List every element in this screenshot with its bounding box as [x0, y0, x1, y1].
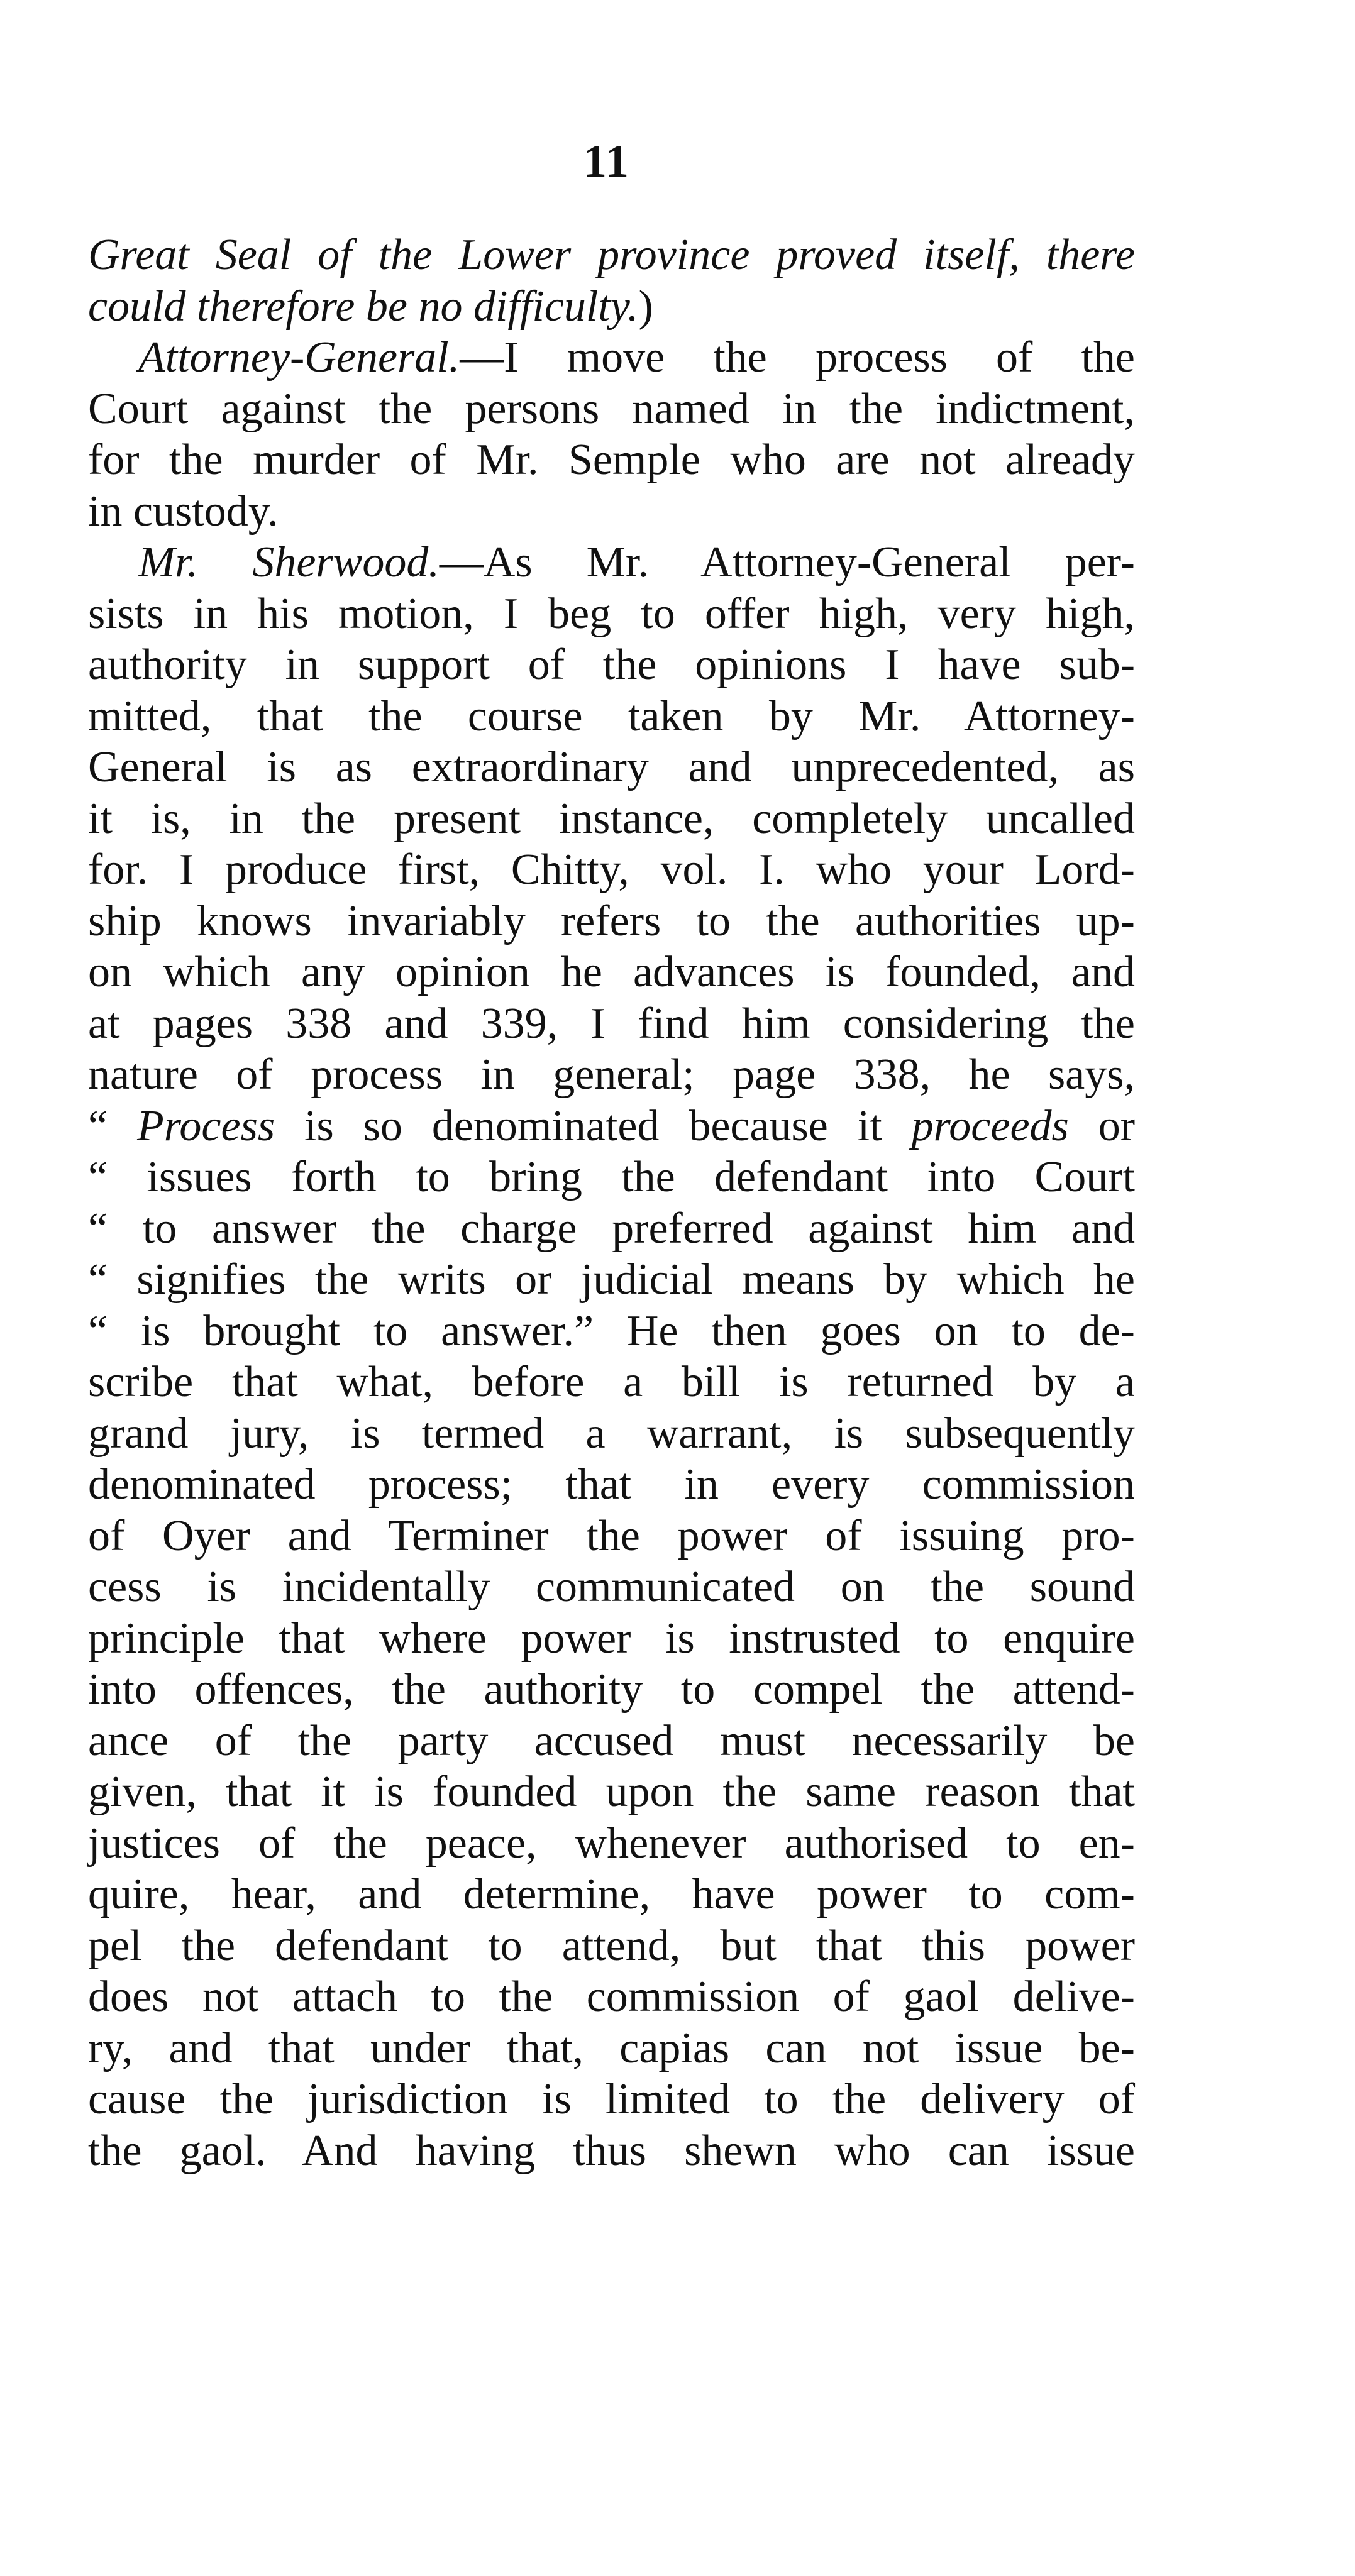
- text-segment: justices of the peace, whenever authorised to en-: [88, 1819, 1135, 1868]
- text-line: [88, 691, 1135, 742]
- text-segment: into offences, the authority to compel the attend-: [88, 1665, 1135, 1714]
- text-line: [88, 537, 1135, 588]
- text-line: [88, 947, 1135, 998]
- text-segment: cess is incidentally communicated on the sound: [88, 1563, 1135, 1611]
- text-segment: —As Mr. Attorney-General per-: [439, 538, 1135, 586]
- text-segment: ship knows invariably refers to the authorities up-: [88, 896, 1135, 945]
- text-segment: principle that where power is instrusted to enquire: [88, 1614, 1135, 1663]
- text-line: [88, 2074, 1135, 2125]
- text-line: [88, 383, 1135, 435]
- text-segment: ry, and that under that, capias can not issue be-: [88, 2023, 1135, 2072]
- text-line: [88, 486, 1135, 537]
- text-segment: ): [638, 282, 653, 331]
- text-segment: for. I produce first, Chitty, vol. I. who your Lord-: [88, 845, 1135, 894]
- text-line: [88, 1664, 1135, 1715]
- text-line: [88, 1049, 1135, 1101]
- text-line: [88, 1920, 1135, 1972]
- text-segment: scribe that what, before a bill is returned by a: [88, 1358, 1135, 1406]
- text-line: [88, 332, 1135, 383]
- text-line: [88, 998, 1135, 1050]
- text-segment: ance of the party accused must necessarily be: [88, 1716, 1135, 1765]
- text-segment: at pages 338 and 339, I find him considering the: [88, 999, 1135, 1048]
- text-line: [88, 1254, 1135, 1306]
- text-line: [88, 1203, 1135, 1255]
- text-segment: grand jury, is termed a warrant, is subsequently: [88, 1409, 1135, 1458]
- text-line: [88, 434, 1135, 486]
- text-segment: or: [1068, 1101, 1136, 1150]
- text-line: [88, 793, 1135, 845]
- text-line: [88, 1818, 1135, 1869]
- text-segment: in custody.: [88, 487, 279, 536]
- text-segment: pel the defendant to attend, but that this power: [88, 1921, 1135, 1970]
- text-segment: Court against the persons named in the indictment,: [88, 384, 1135, 433]
- text-segment: denominated process; that in every commission: [88, 1460, 1135, 1509]
- text-segment: for the murder of Mr. Semple who are not already: [88, 436, 1135, 484]
- text-segment: it is, in the present instance, completely uncalled: [88, 794, 1135, 843]
- text-line: [88, 1561, 1135, 1613]
- text-segment: “: [88, 1101, 138, 1150]
- text-segment: does not attach to the commission of gaol delive-: [88, 1973, 1135, 2021]
- text-line: [88, 1306, 1135, 1357]
- text-line: [88, 1152, 1135, 1203]
- italic-text: Great Seal of the Lower province proved itself, there: [88, 231, 1135, 279]
- text-line: [88, 2125, 1135, 2177]
- text-segment: “ issues forth to bring the defendant into Court: [88, 1153, 1135, 1201]
- text-segment: nature of process in general; page 338, he says,: [88, 1050, 1135, 1099]
- text-segment: “ is brought to answer.” He then goes on to de-: [88, 1306, 1135, 1355]
- text-line: [88, 1613, 1135, 1665]
- text-line: [88, 1357, 1135, 1408]
- text-line: [88, 1971, 1135, 2023]
- text-line: [88, 281, 1135, 333]
- text-line: [88, 742, 1135, 793]
- page-number: 11: [583, 136, 630, 187]
- text-segment: General is as extraordinary and unprecedented, as: [88, 743, 1135, 791]
- text-line: [88, 229, 1135, 281]
- text-line: [88, 1511, 1135, 1562]
- text-line: [88, 844, 1135, 896]
- text-line: [88, 639, 1135, 691]
- text-segment: authority in support of the opinions I have sub-: [88, 641, 1135, 689]
- text-segment: sists in his motion, I beg to offer high, very high,: [88, 589, 1135, 638]
- text-segment: quire, hear, and determine, have power to com-: [88, 1870, 1135, 1918]
- text-segment: given, that it is founded upon the same reason that: [88, 1768, 1135, 1816]
- text-line: [88, 2023, 1135, 2074]
- text-segment: on which any opinion he advances is founded, and: [88, 948, 1135, 996]
- text-line: [88, 1459, 1135, 1511]
- text-segment: cause the jurisdiction is limited to the delivery of: [88, 2075, 1135, 2123]
- italic-text: Attorney-General.: [138, 333, 460, 382]
- text-segment: of Oyer and Terminer the power of issuing pro-: [88, 1511, 1135, 1560]
- body-text: [88, 229, 1135, 2176]
- italic-text: Mr. Sherwood.: [138, 538, 440, 586]
- text-segment: “ to answer the charge preferred against him and: [88, 1204, 1135, 1253]
- text-line: [88, 896, 1135, 947]
- italic-text: proceeds: [911, 1101, 1069, 1150]
- text-segment: is so denominated because it: [275, 1101, 912, 1150]
- text-line: [88, 1869, 1135, 1920]
- text-segment: the gaol. And having thus shewn who can issue: [88, 2126, 1135, 2175]
- text-line: [88, 1715, 1135, 1767]
- text-line: [88, 1766, 1135, 1818]
- text-line: [88, 588, 1135, 640]
- italic-text: Process: [137, 1101, 275, 1150]
- text-line: [88, 1408, 1135, 1460]
- text-line: [88, 1101, 1135, 1152]
- text-segment: mitted, that the course taken by Mr. Attorney-: [88, 691, 1135, 740]
- text-segment: —I move the process of the: [460, 333, 1135, 382]
- italic-text: could therefore be no difficulty.: [88, 282, 639, 331]
- text-segment: “ signifies the writs or judicial means by which he: [88, 1255, 1135, 1304]
